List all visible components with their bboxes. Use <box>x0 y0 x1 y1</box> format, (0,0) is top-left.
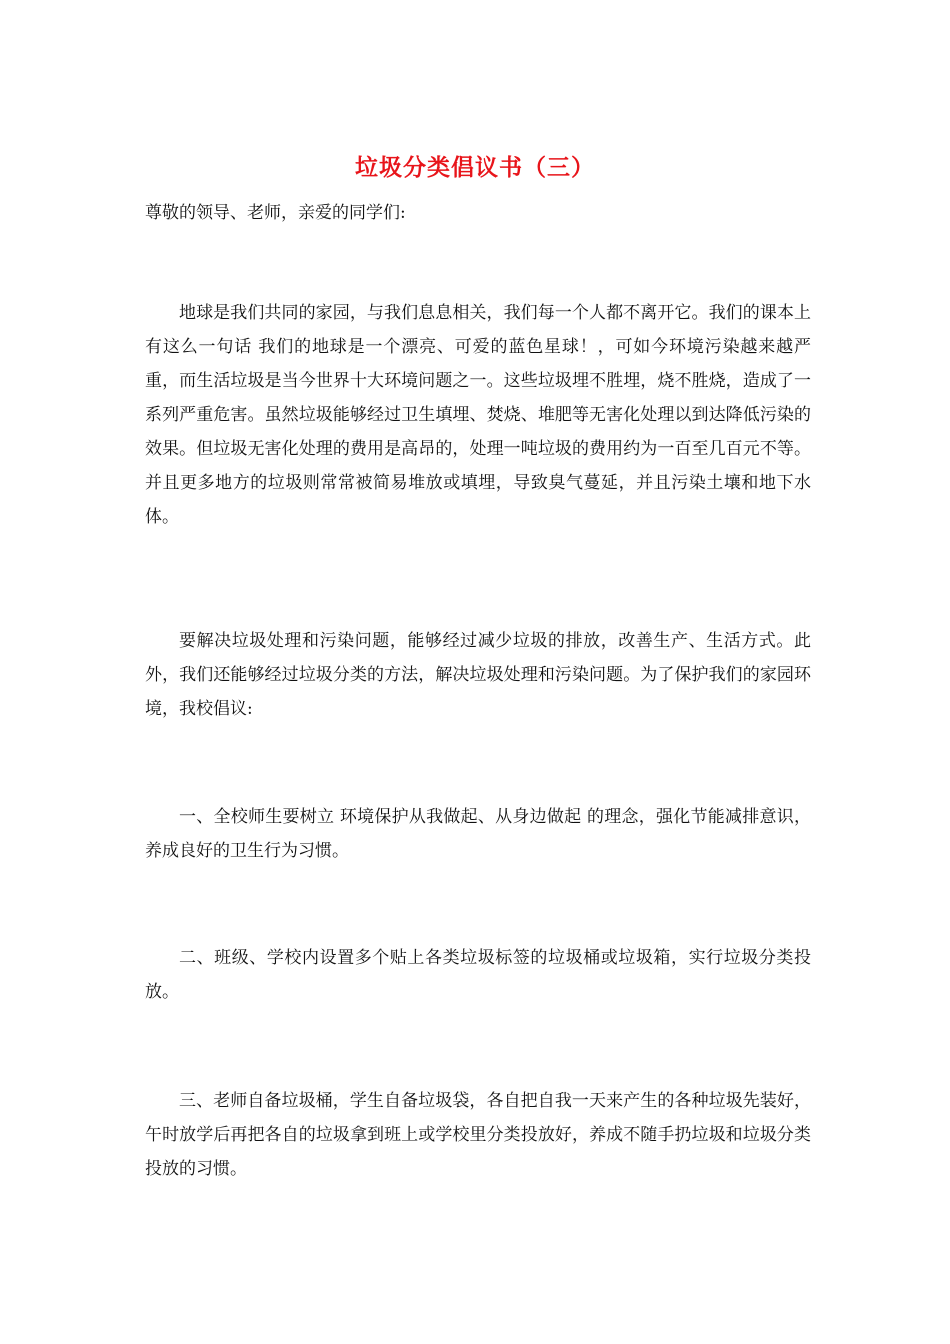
paragraph-proposal: 要解决垃圾处理和污染问题，能够经过减少垃圾的排放，改善生产、生活方式。此外，我们还能够经过垃圾分类的方法，解决垃圾处理和污染问题。为了保护我们的家园环境，我校倡议: <box>145 631 811 719</box>
paragraph-intro: 地球是我们共同的家园，与我们息息相关，我们每一个人都不离开它。我们的课本上有这么一句话 我们的地球是一个漂亮、可爱的蓝色星球！，可如今环境污染越来越严重，而生活垃圾是当今世界十大环境问题之一。这些垃圾埋不胜埋，烧不胜烧，造成了一系列严重危害。虽然垃圾能够经过卫生填埋、焚烧、堆肥等无害化处理以到达降低污染的效果。但垃圾无害化处理的费用是高昂的，处理一吨垃圾的费用约为一百至几百元不等。并且更多地方的垃圾则常常被简易堆放或填埋，导致臭气蔓延，并且污染土壤和地下水体。 <box>145 303 811 527</box>
document-title: 垃圾分类倡议书（三） <box>355 154 595 181</box>
paragraph-item-1: 一、全校师生要树立 环境保护从我做起、从身边做起 的理念，强化节能减排意识，养成良好的卫生行为习惯。 <box>145 807 811 861</box>
salutation: 尊敬的领导、老师，亲爱的同学们: <box>145 203 406 223</box>
paragraph-item-2: 二、班级、学校内设置多个贴上各类垃圾标签的垃圾桶或垃圾箱，实行垃圾分类投放。 <box>145 948 811 1002</box>
paragraph-item-3: 三、老师自备垃圾桶，学生自备垃圾袋，各自把自我一天来产生的各种垃圾先装好，午时放学后再把各自的垃圾拿到班上或学校里分类投放好，养成不随手扔垃圾和垃圾分类投放的习惯。 <box>145 1091 811 1179</box>
